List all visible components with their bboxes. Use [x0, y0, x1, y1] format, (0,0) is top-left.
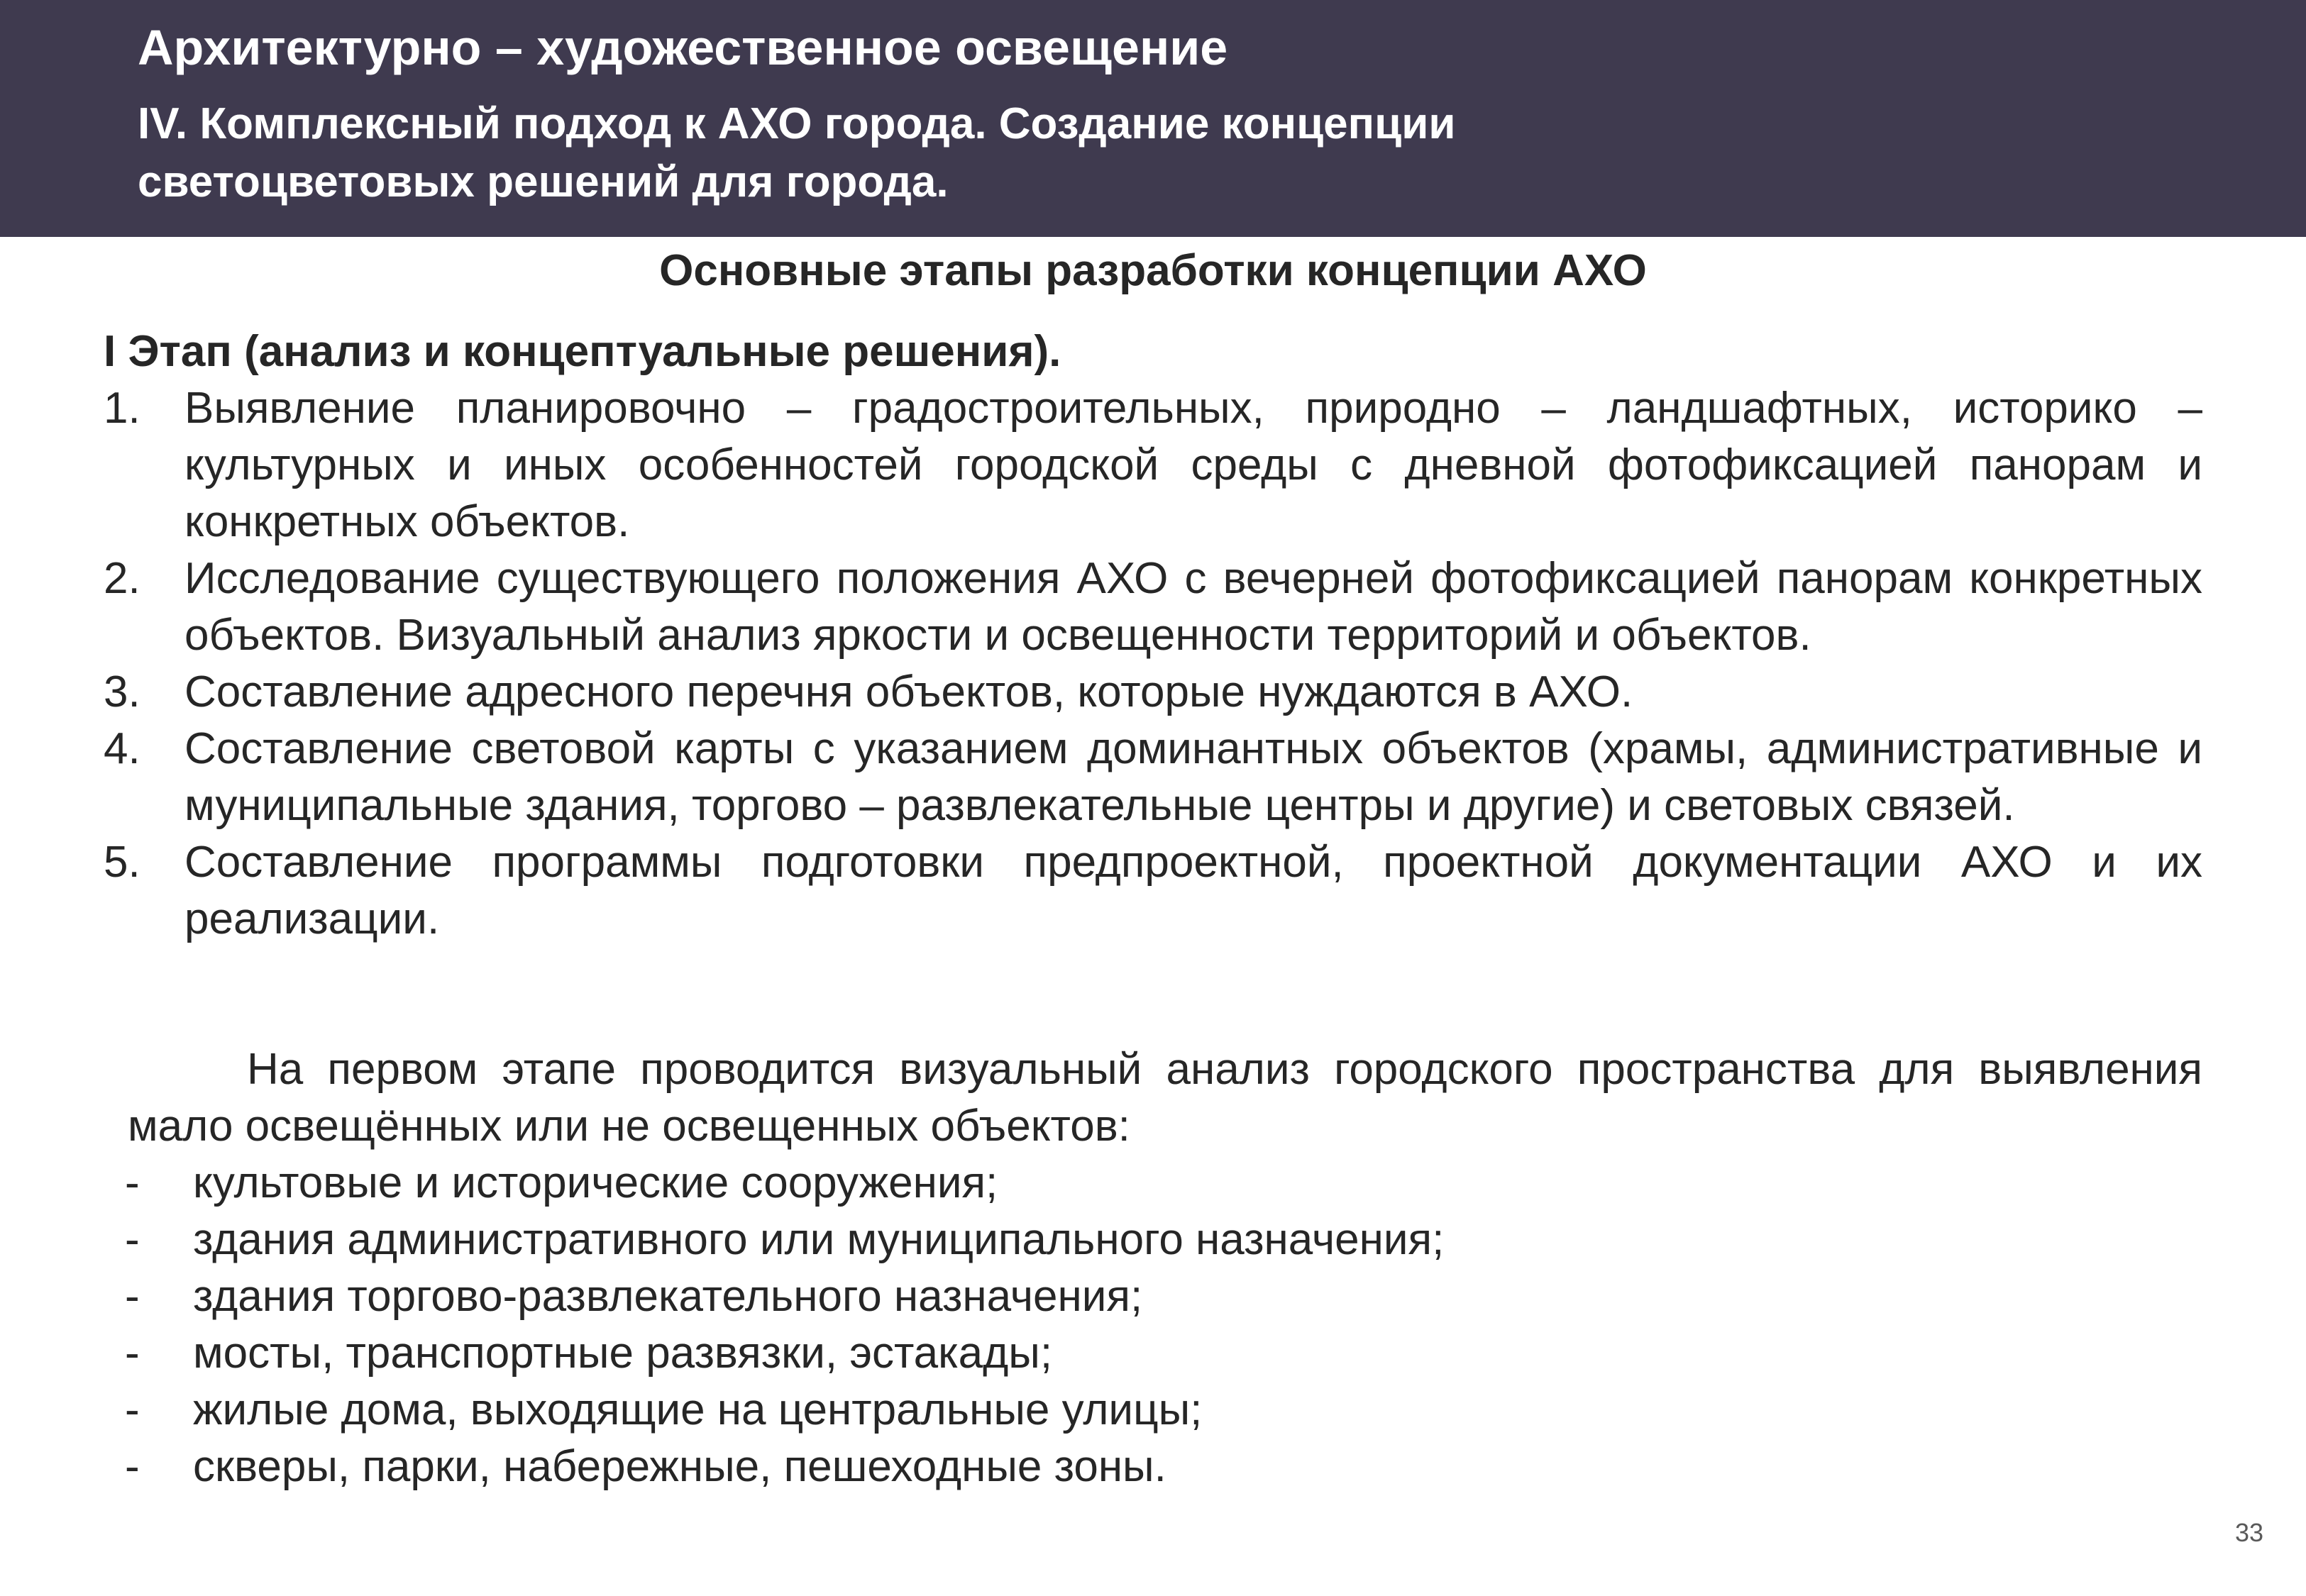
list-item — [125, 1325, 1444, 1382]
list-item-text: скверы, парки, набережные, пешеходные зоны. — [193, 1442, 1166, 1491]
step-item — [104, 550, 2202, 664]
stage-heading: I Этап (анализ и концептуальные решения). — [104, 327, 1061, 376]
dash-bullet: - — [125, 1442, 140, 1491]
step-item — [104, 721, 2202, 834]
list-item — [125, 1212, 1444, 1268]
dash-bullet: - — [125, 1158, 140, 1207]
step-item — [104, 380, 2202, 550]
header-bar — [0, 0, 2306, 237]
intro-paragraph: На первом этапе проводится визуальный анализ городского пространства для выявления мало освещённых или не освещенных объектов: — [128, 1045, 2202, 1151]
step-text: Составление адресного перечня объектов, которые нуждаются в АХО. — [184, 667, 1633, 716]
step-number: 5. — [104, 838, 140, 887]
list-item-text: мосты, транспортные развязки, эстакады; — [193, 1329, 1053, 1378]
slide-subtitle: IV. Комплексный подход к АХО города. Создание концепции светоцветовых решений для города. — [138, 99, 1456, 206]
step-number: 2. — [104, 554, 140, 603]
slide-title: Архитектурно – художественное освещение — [138, 20, 1228, 75]
step-text: Исследование существующего положения АХО с вечерней фотофиксацией панорам конкретных объектов. Визуальный анализ яркости и освещенности территорий и объектов. — [184, 554, 2202, 660]
dash-bullet: - — [125, 1215, 140, 1264]
step-number: 1. — [104, 384, 140, 433]
section-heading: Основные этапы разработки концепции АХО — [659, 246, 1647, 295]
list-item — [125, 1439, 1444, 1495]
page-number: 33 — [2234, 1518, 2263, 1547]
list-item — [125, 1268, 1444, 1325]
step-number: 3. — [104, 667, 140, 716]
step-number: 4. — [104, 724, 140, 773]
dash-bullet: - — [125, 1385, 140, 1434]
objects-list — [125, 1155, 1444, 1495]
list-item-text: здания торгово-развлекательного назначения; — [193, 1272, 1143, 1321]
step-text: Составление программы подготовки предпроектной, проектной документации АХО и их реализации. — [184, 838, 2202, 943]
dash-bullet: - — [125, 1272, 140, 1321]
step-text: Составление световой карты с указанием доминантных объектов (храмы, административные и муниципальные здания, торгово – развлекательные центры и другие) и световых связей. — [184, 724, 2202, 830]
step-item — [104, 664, 2202, 721]
list-item-text: культовые и исторические сооружения; — [193, 1158, 998, 1207]
list-item — [125, 1155, 1444, 1212]
list-item-text: здания административного или муниципального назначения; — [193, 1215, 1445, 1264]
step-text: Выявление планировочно – градостроительных, природно – ландшафтных, историко – культурных и иных особенностей городской среды с дневной фотофиксацией панорам и конкретных объектов. — [184, 384, 2202, 546]
steps-list — [104, 380, 2202, 948]
list-item — [125, 1382, 1444, 1439]
step-item — [104, 834, 2202, 948]
list-item-text: жилые дома, выходящие на центральные улицы; — [193, 1385, 1203, 1434]
dash-bullet: - — [125, 1329, 140, 1378]
